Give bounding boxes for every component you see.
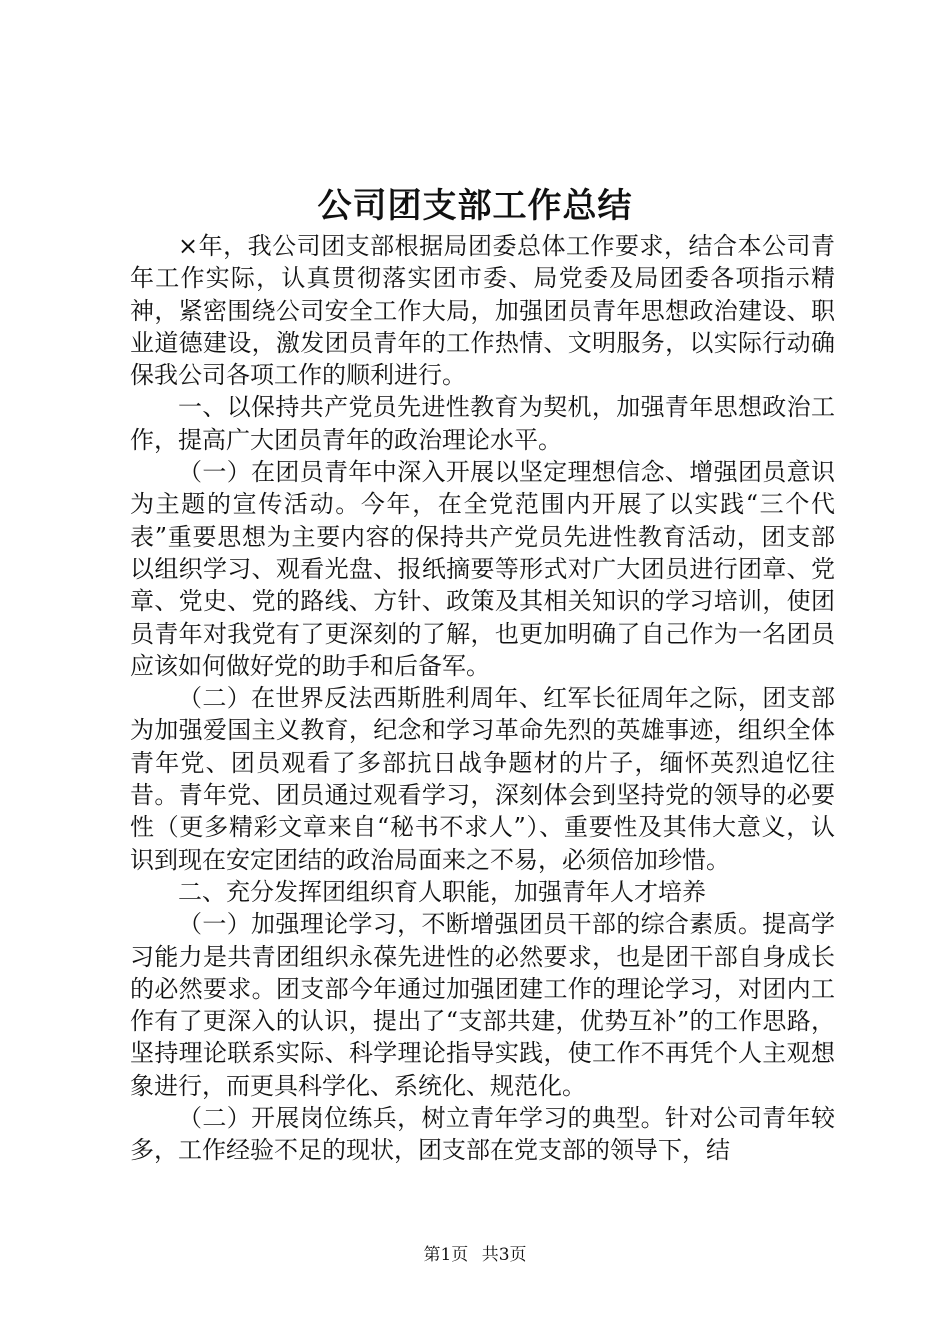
document-body	[130, 230, 835, 1167]
paragraph-section-1-heading: 一、以保持共产党员先进性教育为契机，加强青年思想政治工作，提高广大团员青年的政治理论水平。	[130, 393, 835, 454]
paragraph-section-1-item-2: （二）在世界反法西斯胜利周年、红军长征周年之际，团支部为加强爱国主义教育，纪念和学习革命先烈的英雄事迹，组织全体青年党、团员观看了多部抗日战争题材的片子，缅怀英烈追忆往昔。青年党、团员通过观看学习，深刻体会到坚持党的领导的必要性（更多精彩文章来自“秘书不求人”）、重要性及其伟大意义，认识到现在安定团结的政治局面来之不易，必须倍加珍惜。	[130, 684, 835, 874]
paragraph-section-2-item-1: （一）加强理论学习，不断增强团员干部的综合素质。提高学习能力是共青团组织永葆先进性的必然要求，也是团干部自身成长的必然要求。团支部今年通过加强团建工作的理论学习，对团内工作有了更深入的认识，提出了“支部共建，优势互补”的工作思路，坚持理论联系实际、科学理论指导实践，使工作不再凭个人主观想象进行，而更具科学化、系统化、规范化。	[130, 910, 835, 1100]
page-footer	[0, 1243, 950, 1267]
paragraph-section-2-item-2: （二）开展岗位练兵，树立青年学习的典型。针对公司青年较多，工作经验不足的现状，团支部在党支部的领导下，结	[130, 1104, 835, 1165]
page-total: 共3页	[481, 1245, 527, 1265]
paragraph-section-2-heading: 二、充分发挥团组织育人职能，加强青年人才培养	[178, 877, 706, 906]
paragraph-section-1-item-1: （一）在团员青年中深入开展以坚定理想信念、增强团员意识为主题的宣传活动。今年，在全党范围内开展了以实践“三个代表”重要思想为主要内容的保持共产党员先进性教育活动，团支部以组织学习、观看光盘、报纸摘要等形式对广大团员进行团章、党章、党史、党的路线、方针、政策及其相关知识的学习培训，使团员青年对我党有了更深刻的了解，也更加明确了自己作为一名团员应该如何做好党的助手和后备军。	[130, 458, 835, 680]
page-number: 第1页	[423, 1245, 469, 1265]
paragraph-intro: ×年，我公司团支部根据局团委总体工作要求，结合本公司青年工作实际，认真贯彻落实团市委、局党委及局团委各项指示精神，紧密围绕公司安全工作大局，加强团员青年思想政治建设、职业道德建设，激发团员青年的工作热情、文明服务，以实际行动确保我公司各项工作的顺利进行。	[130, 232, 835, 390]
document-title: 公司团支部工作总结	[317, 186, 633, 226]
